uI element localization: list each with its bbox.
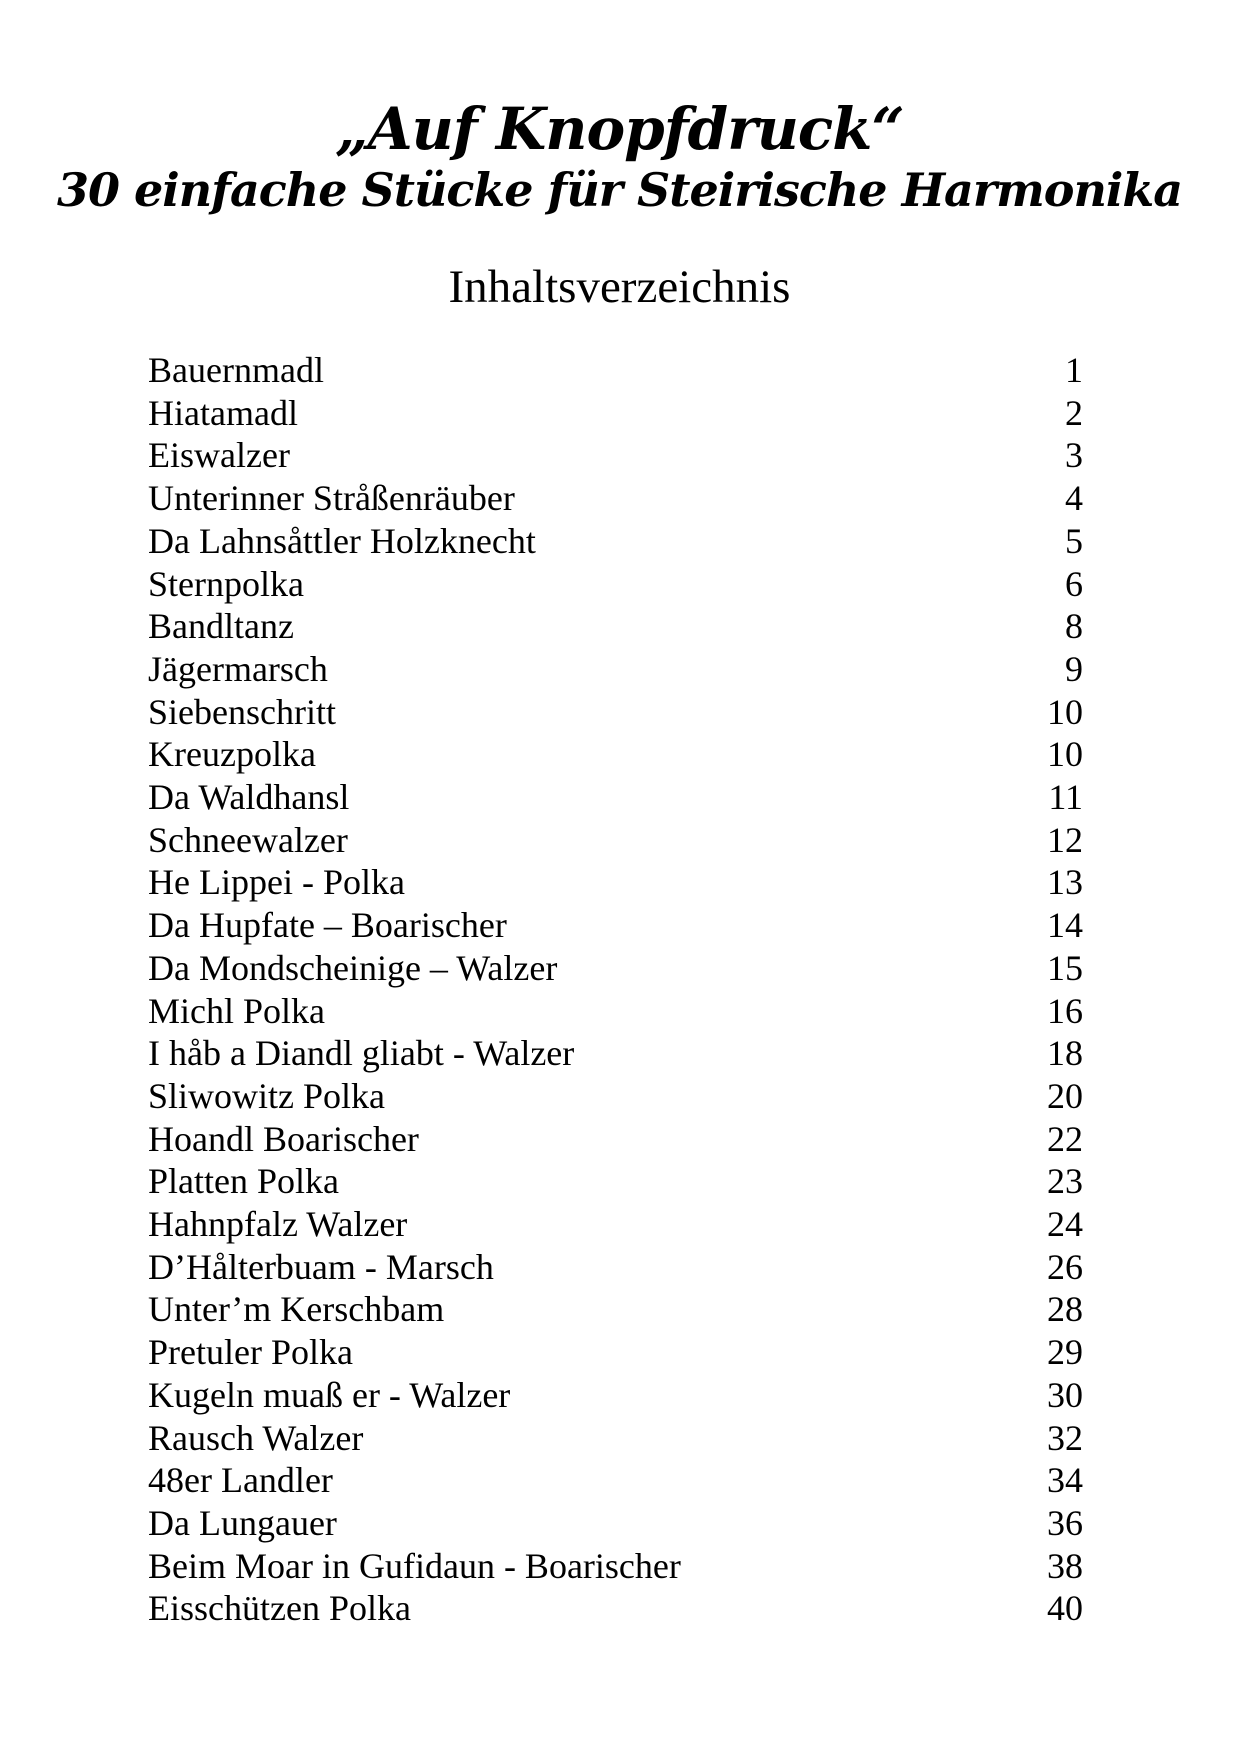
toc-entry-page: 1	[1065, 350, 1083, 390]
toc-entry-page: 10	[1047, 691, 1083, 732]
toc-entry-title: Sternpolka	[148, 563, 304, 604]
toc-entry-title: Beim Moar in Gufidaun - Boarischer	[148, 1545, 681, 1586]
toc-entry-title: Bauernmadl	[148, 350, 324, 390]
toc-row	[148, 1459, 1083, 1502]
toc-entry-title: Bandltanz	[148, 606, 294, 647]
toc-entry-title: Unterinner Stråßenräuber	[148, 478, 515, 519]
toc-entry-title: Sliwowitz Polka	[148, 1075, 386, 1116]
toc-entry-title: Platten Polka	[148, 1161, 339, 1202]
toc-row	[148, 733, 1083, 776]
toc-entry-page: 4	[1065, 478, 1083, 519]
toc-entry-title: Eisschützen Polka	[148, 1588, 411, 1629]
toc-row	[148, 520, 1083, 563]
toc-entry-title: D’Hålterbuam - Marsch	[148, 1246, 494, 1287]
toc-entry-title: Da Waldhansl	[148, 777, 350, 818]
document-subtitle: 30 einfache Stücke für Steirische Harmonika	[56, 163, 1183, 217]
toc-row	[148, 1288, 1083, 1331]
toc-entry-page: 32	[1047, 1417, 1083, 1458]
toc-entry-page: 20	[1047, 1075, 1083, 1116]
toc-entry-title: Jägermarsch	[148, 648, 328, 689]
toc-entry-page: 26	[1047, 1246, 1083, 1287]
toc-entry-page: 8	[1065, 606, 1083, 647]
toc-entry-page: 12	[1047, 819, 1083, 860]
document-title: „Auf Knopfdruck“	[335, 95, 904, 163]
toc-heading: Inhaltsverzeichnis	[448, 261, 791, 313]
toc-row	[148, 990, 1083, 1033]
toc-entry-title: Michl Polka	[148, 990, 325, 1031]
toc-entry-page: 15	[1047, 947, 1083, 988]
toc-entry-title: Pretuler Polka	[148, 1332, 353, 1373]
toc-entry-title: I håb a Diandl gliabt - Walzer	[148, 1033, 575, 1074]
toc-row	[148, 434, 1083, 477]
toc-row	[148, 1246, 1083, 1289]
toc-entry-page: 16	[1047, 990, 1083, 1031]
toc-row	[148, 947, 1083, 990]
toc-entry-page: 14	[1047, 905, 1083, 946]
toc-row	[148, 904, 1083, 947]
toc-entry-page: 18	[1047, 1033, 1083, 1074]
toc-entry-title: Siebenschritt	[148, 691, 336, 732]
toc-entry-title: Da Lungauer	[148, 1502, 337, 1543]
toc-entry-page: 3	[1065, 435, 1083, 476]
toc-entry-page: 28	[1047, 1289, 1083, 1330]
toc-row	[148, 861, 1083, 904]
toc-entry-page: 34	[1047, 1460, 1083, 1501]
toc-entry-page: 40	[1047, 1588, 1083, 1629]
toc-entry-title: Da Hupfate – Boarischer	[148, 905, 507, 946]
toc-entry-page: 5	[1065, 520, 1083, 561]
toc-entry-page: 2	[1065, 392, 1083, 433]
toc-row	[148, 776, 1083, 819]
toc-row	[148, 691, 1083, 734]
toc-entry-page: 22	[1047, 1118, 1083, 1159]
toc-entry-title: Rausch Walzer	[148, 1417, 364, 1458]
toc-list	[148, 349, 1083, 1630]
toc-entry-page: 6	[1065, 563, 1083, 604]
toc-entry-page: 36	[1047, 1502, 1083, 1543]
toc-entry-page: 10	[1047, 734, 1083, 775]
toc-entry-title: Kugeln muaß er - Walzer	[148, 1374, 511, 1415]
toc-row	[148, 1075, 1083, 1118]
toc-row	[148, 648, 1083, 691]
toc-row	[148, 477, 1083, 520]
toc-entry-page: 9	[1065, 648, 1083, 689]
toc-row	[148, 1545, 1083, 1588]
toc-entry-page: 23	[1047, 1161, 1083, 1202]
toc-entry-title: Da Lahnsåttler Holzknecht	[148, 520, 536, 561]
toc-row	[148, 1203, 1083, 1246]
toc-entry-title: 48er Landler	[148, 1460, 333, 1501]
toc-entry-title: Hoandl Boarischer	[148, 1118, 419, 1159]
toc-entry-page: 30	[1047, 1374, 1083, 1415]
toc-entry-page: 29	[1047, 1332, 1083, 1373]
toc-row	[148, 1502, 1083, 1545]
toc-row	[148, 605, 1083, 648]
toc-row	[148, 1587, 1083, 1630]
toc-row	[148, 1331, 1083, 1374]
toc-entry-title: Kreuzpolka	[148, 734, 316, 775]
toc-row	[148, 349, 1083, 392]
toc-entry-title: Hahnpfalz Walzer	[148, 1204, 408, 1245]
toc-entry-title: Hiatamadl	[148, 392, 298, 433]
toc-row	[148, 1160, 1083, 1203]
toc-row	[148, 1374, 1083, 1417]
toc-entry-page: 24	[1047, 1204, 1083, 1245]
toc-row	[148, 1032, 1083, 1075]
toc-entry-page: 11	[1048, 777, 1083, 818]
toc-entry-title: He Lippei - Polka	[148, 862, 405, 903]
toc-entry-title: Da Mondscheinige – Walzer	[148, 947, 558, 988]
toc-row	[148, 563, 1083, 606]
toc-entry-page: 38	[1047, 1545, 1083, 1586]
toc-entry-page: 13	[1047, 862, 1083, 903]
toc-row	[148, 392, 1083, 435]
toc-entry-title: Unter’m Kerschbam	[148, 1289, 445, 1330]
toc-row	[148, 1417, 1083, 1460]
toc-entry-title: Eiswalzer	[148, 435, 290, 476]
toc-row	[148, 1118, 1083, 1161]
toc-entry-title: Schneewalzer	[148, 819, 348, 860]
toc-row	[148, 819, 1083, 862]
